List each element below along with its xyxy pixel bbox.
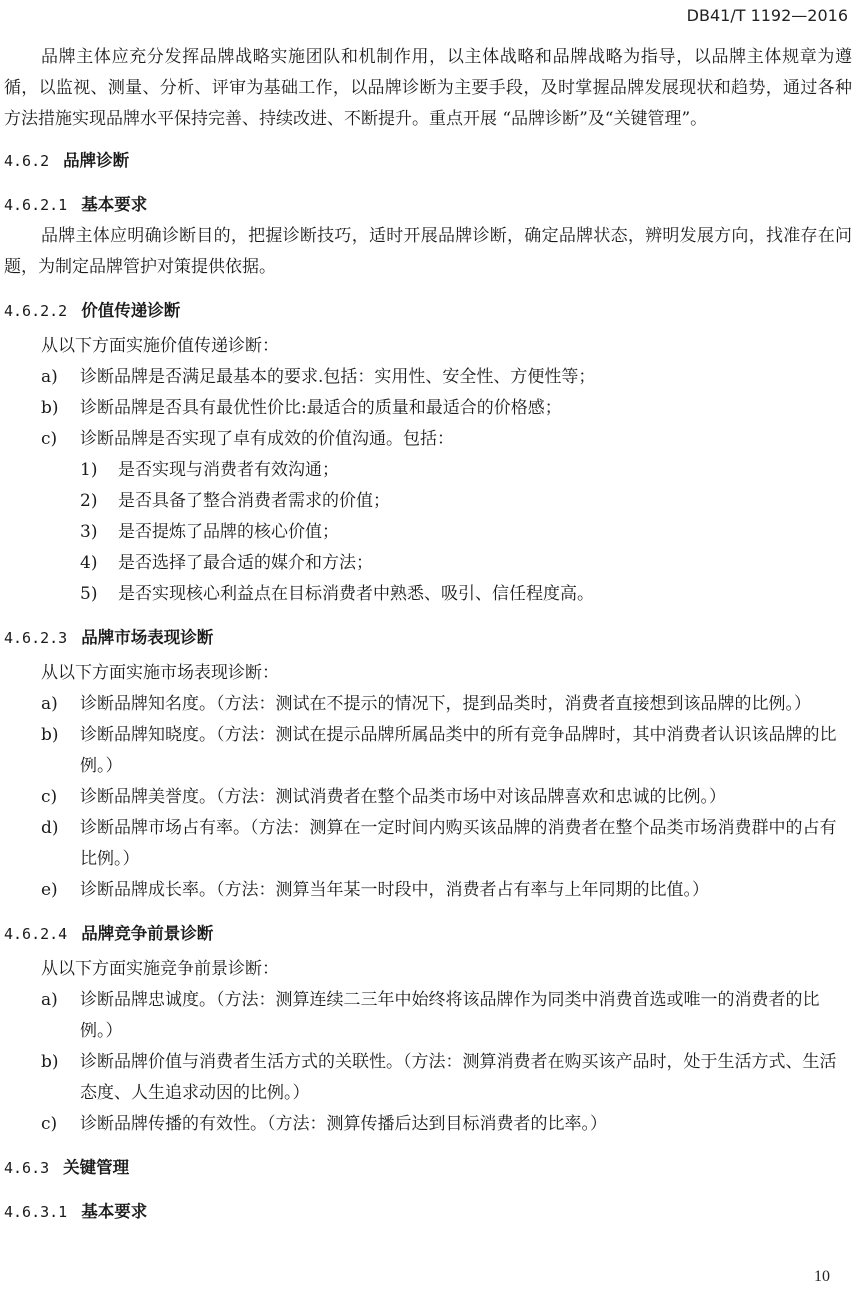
sub-list-item xyxy=(4,486,852,517)
section-heading-4-6-2-2 xyxy=(4,295,852,327)
list-marker: b) xyxy=(41,398,59,418)
list-item-text: 诊断品牌知晓度。（方法：测试在提示品牌所属品类中的所有竞争品牌时，其中消费者认识该品牌的比例。） xyxy=(80,725,837,776)
list-marker: a) xyxy=(41,990,58,1010)
section-title: 品牌竞争前景诊断 xyxy=(81,924,214,943)
section-number: 4.6.3.1 xyxy=(4,1203,68,1221)
document-code-header: DB41/T 1192—2016 xyxy=(686,6,848,25)
list-marker: 1) xyxy=(80,460,98,480)
list-intro: 从以下方面实施竞争前景诊断： xyxy=(41,959,279,979)
list-marker: b) xyxy=(41,1052,59,1072)
list-marker: e) xyxy=(41,880,58,900)
list-item xyxy=(4,1047,852,1109)
sub-list-item xyxy=(4,455,852,486)
intro-paragraph: 品牌主体应充分发挥品牌战略实施团队和机制作用，以主体战略和品牌战略为指导，以品牌主体规章为遵循，以监视、测量、分析、评审为基础工作，以品牌诊断为主要手段，及时掌握品牌发展现状和趋势，通过各种方法措施实现品牌水平保持完善、持续改进、不断提升。重点开展 “品牌诊断”及“关键管理”。 xyxy=(4,47,852,129)
list-marker: a) xyxy=(41,694,58,714)
sub-list-item xyxy=(4,548,852,579)
section-heading-4-6-2-3 xyxy=(4,622,852,654)
section-title: 品牌诊断 xyxy=(63,151,130,170)
sub-list-item xyxy=(4,579,852,610)
list-marker: c) xyxy=(41,1114,58,1134)
section-title: 价值传递诊断 xyxy=(81,301,181,320)
list-item xyxy=(4,689,852,720)
sub-list-item xyxy=(4,517,852,548)
section-number: 4.6.2.2 xyxy=(4,302,68,320)
list-marker: c) xyxy=(41,787,58,807)
section-title: 基本要求 xyxy=(81,1202,148,1221)
list-item-text: 诊断品牌传播的有效性。（方法：测算传播后达到目标消费者的比率。） xyxy=(80,1114,607,1134)
list-item-text: 诊断品牌美誉度。（方法：测试消费者在整个品类市场中对该品牌喜欢和忠诚的比例。） xyxy=(80,787,726,807)
list-item-text: 诊断品牌价值与消费者生活方式的关联性。（方法：测算消费者在购买该产品时，处于生活方式、生活态度、人生追求动因的比例。） xyxy=(80,1052,837,1103)
list-item-text: 是否具备了整合消费者需求的价值； xyxy=(118,491,390,511)
list-item xyxy=(4,1109,852,1140)
list-marker: 2) xyxy=(80,491,98,511)
list-item xyxy=(4,393,852,424)
list-item-text: 是否选择了最合适的媒介和方法； xyxy=(118,553,373,573)
section-heading-4-6-2 xyxy=(4,145,852,177)
section-heading-4-6-3-1 xyxy=(4,1196,852,1228)
list-marker: 5) xyxy=(80,584,98,604)
page-number: 10 xyxy=(814,1268,830,1285)
list-item-text: 是否提炼了品牌的核心价值； xyxy=(118,522,339,542)
basic-requirements-paragraph: 品牌主体应明确诊断目的，把握诊断技巧，适时开展品牌诊断，确定品牌状态，辨明发展方向，找准存在问题，为制定品牌管护对策提供依据。 xyxy=(4,226,852,277)
list-item xyxy=(4,424,852,455)
list-item-text: 是否实现与消费者有效沟通； xyxy=(118,460,339,480)
list-item-text: 诊断品牌是否具有最优性价比:最适合的质量和最适合的价格感； xyxy=(80,398,562,418)
list-marker: c) xyxy=(41,429,58,449)
list-item xyxy=(4,362,852,393)
list-item xyxy=(4,720,852,782)
section-title: 品牌市场表现诊断 xyxy=(81,628,214,647)
list-marker: 4) xyxy=(80,553,98,573)
section-number: 4.6.3 xyxy=(4,1159,50,1177)
list-marker: b) xyxy=(41,725,59,745)
section-heading-4-6-3 xyxy=(4,1152,852,1184)
list-item-text: 诊断品牌是否实现了卓有成效的价值沟通。包括： xyxy=(80,429,454,449)
list-item xyxy=(4,985,852,1047)
list-marker: a) xyxy=(41,367,58,387)
section-number: 4.6.2.1 xyxy=(4,196,68,214)
section-title: 关键管理 xyxy=(63,1158,130,1177)
list-item-text: 诊断品牌知名度。（方法：测试在不提示的情况下，提到品类时，消费者直接想到该品牌的比例。） xyxy=(80,694,811,714)
list-item-text: 诊断品牌成长率。（方法：测算当年某一时段中，消费者占有率与上年同期的比值。） xyxy=(80,880,709,900)
section-heading-4-6-2-4 xyxy=(4,918,852,950)
list-item xyxy=(4,782,852,813)
list-item-text: 是否实现核心利益点在目标消费者中熟悉、吸引、信任程度高。 xyxy=(118,584,594,604)
section-heading-4-6-2-1 xyxy=(4,189,852,221)
list-intro: 从以下方面实施价值传递诊断： xyxy=(41,336,279,356)
document-body xyxy=(4,42,852,1228)
list-item xyxy=(4,875,852,906)
list-marker: 3) xyxy=(80,522,98,542)
list-intro: 从以下方面实施市场表现诊断： xyxy=(41,663,279,683)
section-title: 基本要求 xyxy=(81,195,148,214)
list-item xyxy=(4,813,852,875)
list-item-text: 诊断品牌是否满足最基本的要求.包括：实用性、安全性、方便性等； xyxy=(80,367,596,387)
list-item-text: 诊断品牌市场占有率。（方法：测算在一定时间内购买该品牌的消费者在整个品类市场消费群中的占有比例。） xyxy=(80,818,837,869)
section-number: 4.6.2 xyxy=(4,152,50,170)
section-number: 4.6.2.3 xyxy=(4,629,68,647)
list-item-text: 诊断品牌忠诚度。（方法：测算连续二三年中始终将该品牌作为同类中消费首选或唯一的消费者的比例。） xyxy=(80,990,820,1041)
list-marker: d) xyxy=(41,818,59,838)
section-number: 4.6.2.4 xyxy=(4,925,68,943)
